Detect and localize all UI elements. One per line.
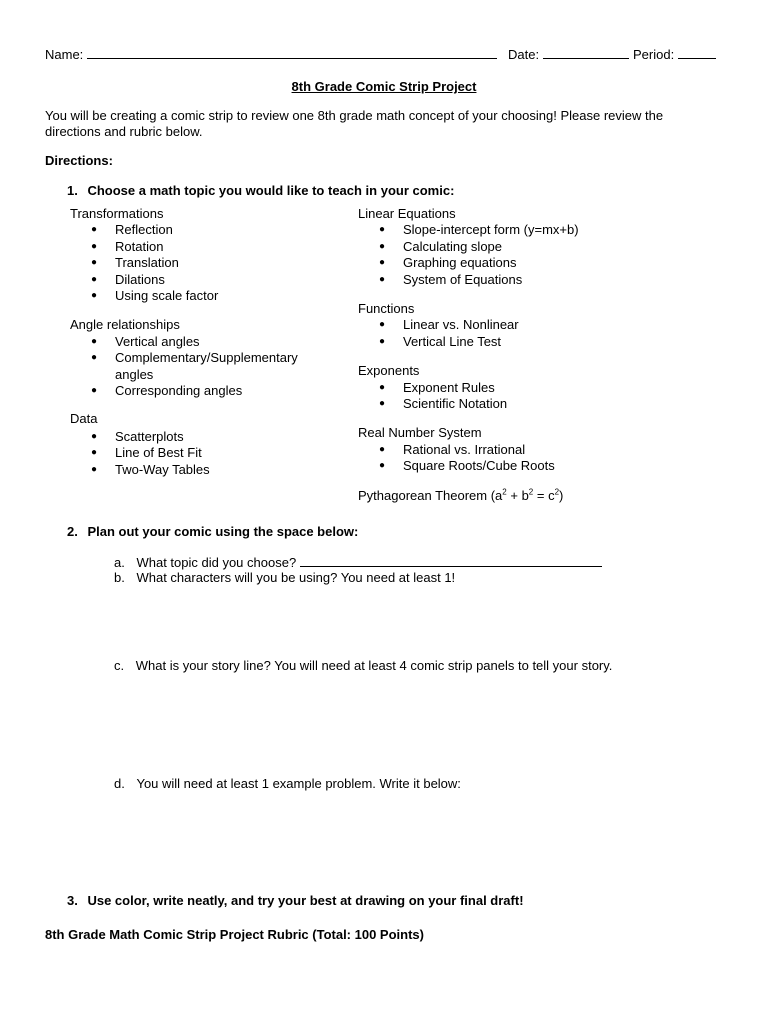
topic-item: ● Using scale factor bbox=[70, 288, 340, 304]
period-label: Period: bbox=[633, 47, 675, 62]
name-label: Name: bbox=[45, 47, 84, 62]
question-text: You will need at least 1 example problem. Write it below: bbox=[136, 776, 461, 791]
topic-item: ● Reflection bbox=[70, 222, 340, 238]
topic-heading: Exponents bbox=[358, 363, 420, 379]
topic-item: ● Two-Way Tables bbox=[70, 462, 340, 478]
question-a bbox=[114, 554, 602, 570]
step-1 bbox=[67, 183, 454, 198]
topic-item: ● Corresponding angles bbox=[70, 383, 340, 399]
topic-item-text: ● Complementary/Supplementary bbox=[115, 350, 298, 366]
question-b bbox=[114, 570, 455, 585]
step-2 bbox=[67, 524, 358, 539]
topic-item: ● Line of Best Fit bbox=[70, 445, 340, 461]
period-blank[interactable] bbox=[678, 46, 716, 59]
topic-group-functions bbox=[358, 301, 678, 350]
step-2-number: 2. bbox=[67, 524, 78, 539]
topic-heading: Data bbox=[70, 411, 98, 427]
step-2-text: Plan out your comic using the space below: bbox=[87, 524, 359, 539]
date-blank[interactable] bbox=[543, 46, 629, 59]
topic-item: ● Slope-intercept form (y=mx+b) bbox=[358, 222, 678, 238]
period-field[interactable] bbox=[633, 46, 716, 62]
date-label: Date: bbox=[508, 47, 540, 62]
topics-left-column bbox=[70, 206, 340, 478]
topic-item: ● Rotation bbox=[70, 239, 340, 255]
topic-heading: Real Number System bbox=[358, 425, 482, 441]
topic-pythagorean-theorem: Pythagorean Theorem $(a^2 + b^2 = c^2)$ bbox=[358, 487, 564, 503]
topics-right-column bbox=[358, 206, 678, 504]
step-3-number: 3. bbox=[67, 893, 78, 908]
step-3-text: Use color, write neatly, and try your best at drawing on your final draft! bbox=[87, 893, 524, 908]
question-text: What topic did you choose? bbox=[136, 555, 297, 570]
topic-group-transformations bbox=[70, 206, 340, 304]
topic-item: ● Rational vs. Irrational bbox=[358, 442, 678, 458]
topic-item: ● Calculating slope bbox=[358, 239, 678, 255]
intro-line-1: You will be creating a comic strip to review one 8th grade math concept of your choosing! Please review the bbox=[45, 108, 664, 123]
question-text: What is your story line? You will need at least 4 comic strip panels to tell your story. bbox=[135, 658, 613, 673]
topic-item: ● Vertical Line Test bbox=[358, 334, 678, 350]
question-letter: b. bbox=[114, 570, 125, 585]
intro-line-2: directions and rubric below. bbox=[45, 124, 203, 139]
topic-item bbox=[70, 350, 340, 383]
question-c bbox=[114, 658, 612, 673]
question-text: What characters will you be using? You need at least 1! bbox=[136, 570, 456, 585]
topic-item: ● System of Equations bbox=[358, 272, 678, 288]
topic-group-linear-equations bbox=[358, 206, 678, 288]
topic-heading: Functions bbox=[358, 301, 415, 317]
topic-item: ● Exponent Rules bbox=[358, 380, 678, 396]
topic-group-angle-relationships bbox=[70, 317, 340, 399]
name-blank[interactable] bbox=[87, 46, 497, 59]
question-d bbox=[114, 776, 461, 791]
topic-heading: Transformations bbox=[70, 206, 164, 221]
topic-item: ● Translation bbox=[70, 255, 340, 271]
directions-label: Directions: bbox=[45, 153, 113, 168]
topic-item-wrap: angles bbox=[115, 366, 154, 382]
topic-group-exponents bbox=[358, 363, 678, 412]
question-letter: a. bbox=[114, 555, 125, 570]
date-field[interactable] bbox=[508, 46, 629, 62]
topic-item: ● Scientific Notation bbox=[358, 396, 678, 412]
topic-item: ● Square Roots/Cube Roots bbox=[358, 458, 678, 474]
name-field[interactable] bbox=[45, 46, 497, 62]
topic-item: ● Linear vs. Nonlinear bbox=[358, 317, 678, 333]
step-1-number: 1. bbox=[67, 183, 78, 198]
topic-group-data bbox=[70, 411, 340, 478]
topic-item: ● Vertical angles bbox=[70, 334, 340, 350]
step-3 bbox=[67, 893, 524, 908]
question-letter: c. bbox=[114, 658, 125, 673]
topic-item: ● Dilations bbox=[70, 272, 340, 288]
step-1-text: Choose a math topic you would like to teach in your comic: bbox=[87, 183, 455, 198]
question-letter: d. bbox=[114, 776, 125, 791]
topic-group-real-number-system bbox=[358, 425, 678, 474]
topic-answer-blank[interactable] bbox=[300, 554, 602, 567]
topic-heading: Angle relationships bbox=[70, 317, 180, 333]
topic-heading: Linear Equations bbox=[358, 206, 456, 221]
rubric-title: 8th Grade Math Comic Strip Project Rubric (Total: 100 Points) bbox=[45, 927, 424, 942]
page-title: 8th Grade Comic Strip Project bbox=[291, 79, 477, 94]
topic-item: ● Graphing equations bbox=[358, 255, 678, 271]
topic-item: ● Scatterplots bbox=[70, 429, 340, 445]
